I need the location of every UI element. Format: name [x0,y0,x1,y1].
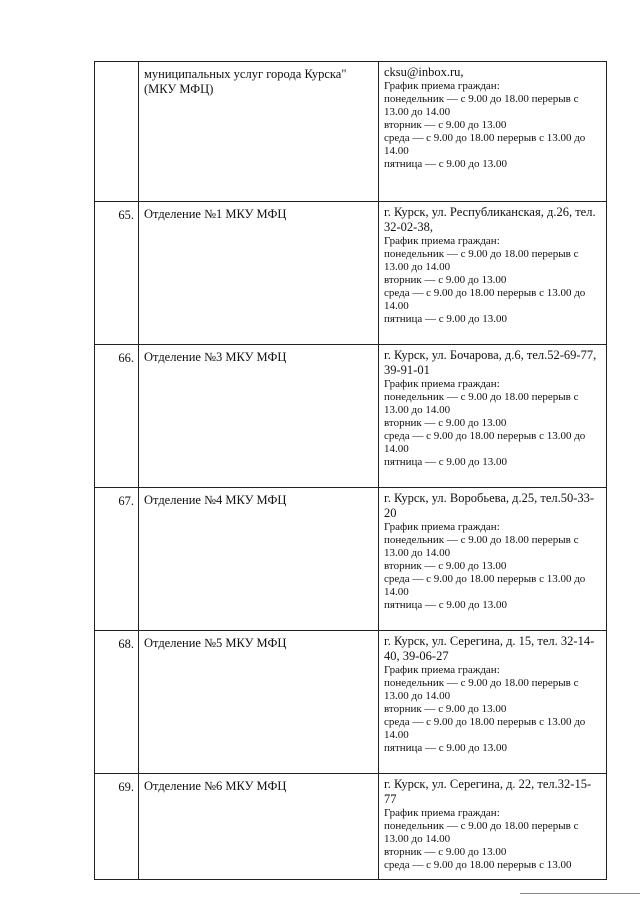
schedule-wednesday: среда — с 9.00 до 18.00 перерыв с 13.00 до 14.00 [384,132,586,157]
schedule-monday: понедельник — с 9.00 до 18.00 перерыв с 13.00 до 14.00 [384,391,579,416]
institutions-table [94,61,607,880]
schedule-header: График приема граждан: [384,378,500,390]
schedule-monday: понедельник — с 9.00 до 18.00 перерыв с 13.00 до 14.00 [384,248,579,273]
schedule-friday: пятница — с 9.00 до 13.00 [384,313,508,325]
table-row [95,202,607,345]
table-row [95,631,607,774]
row-number: 67. [95,488,139,631]
contact-info [379,62,607,202]
schedule-wednesday: среда — с 9.00 до 18.00 перерыв с 13.00 до 14.00 [384,287,586,312]
schedule-friday: пятница — с 9.00 до 13.00 [384,599,508,611]
schedule-header: График приема граждан: [384,521,500,533]
address: cksu@inbox.ru, [384,65,464,79]
schedule-friday: пятница — с 9.00 до 13.00 [384,158,508,170]
contact-info [379,488,607,631]
row-number: 65. [95,202,139,345]
address: г. Курск, ул. Воробьева, д.25, тел.50-33-20 [384,491,595,520]
contact-info [379,345,607,488]
address: г. Курск, ул. Республиканская, д.26, тел. 32-02-38, [384,205,596,234]
table-row [95,345,607,488]
address: г. Курск, ул. Бочарова, д.6, тел.52-69-77, 39-91-01 [384,348,597,377]
page-edge-line [520,893,640,894]
institution-name: Отделение №6 МКУ МФЦ [139,774,379,880]
address: г. Курск, ул. Серегина, д. 15, тел. 32-14-40, 39-06-27 [384,634,595,663]
contact-info [379,774,607,880]
table-row [95,774,607,880]
schedule-tuesday: вторник — с 9.00 до 13.00 [384,274,507,286]
contact-info [379,202,607,345]
institution-name: Отделение №4 МКУ МФЦ [139,488,379,631]
schedule-tuesday: вторник — с 9.00 до 13.00 [384,846,507,858]
schedule-monday: понедельник — с 9.00 до 18.00 перерыв с 13.00 до 14.00 [384,820,579,845]
table-row [95,62,607,202]
schedule-wednesday: среда — с 9.00 до 18.00 перерыв с 13.00 [384,859,572,871]
row-number: 69. [95,774,139,880]
schedule-tuesday: вторник — с 9.00 до 13.00 [384,119,507,131]
schedule-wednesday: среда — с 9.00 до 18.00 перерыв с 13.00 до 14.00 [384,573,586,598]
schedule-tuesday: вторник — с 9.00 до 13.00 [384,703,507,715]
schedule-tuesday: вторник — с 9.00 до 13.00 [384,560,507,572]
schedule-wednesday: среда — с 9.00 до 18.00 перерыв с 13.00 до 14.00 [384,716,586,741]
row-number: 66. [95,345,139,488]
row-number: 68. [95,631,139,774]
schedule-tuesday: вторник — с 9.00 до 13.00 [384,417,507,429]
schedule-friday: пятница — с 9.00 до 13.00 [384,456,508,468]
schedule-header: График приема граждан: [384,664,500,676]
schedule-monday: понедельник — с 9.00 до 18.00 перерыв с 13.00 до 14.00 [384,534,579,559]
row-number [95,62,139,202]
institution-name: муниципальных услуг города Курска" (МКУ МФЦ) [139,62,379,202]
table-row [95,488,607,631]
institution-name: Отделение №1 МКУ МФЦ [139,202,379,345]
schedule-header: График приема граждан: [384,235,500,247]
schedule-monday: понедельник — с 9.00 до 18.00 перерыв с 13.00 до 14.00 [384,677,579,702]
institution-name: Отделение №5 МКУ МФЦ [139,631,379,774]
schedule-friday: пятница — с 9.00 до 13.00 [384,742,508,754]
schedule-monday: понедельник — с 9.00 до 18.00 перерыв с 13.00 до 14.00 [384,93,579,118]
schedule-wednesday: среда — с 9.00 до 18.00 перерыв с 13.00 до 14.00 [384,430,586,455]
schedule-header: График приема граждан: [384,80,500,92]
contact-info [379,631,607,774]
address: г. Курск, ул. Серегина, д. 22, тел.32-15-77 [384,777,592,806]
institution-name: Отделение №3 МКУ МФЦ [139,345,379,488]
schedule-header: График приема граждан: [384,807,500,819]
